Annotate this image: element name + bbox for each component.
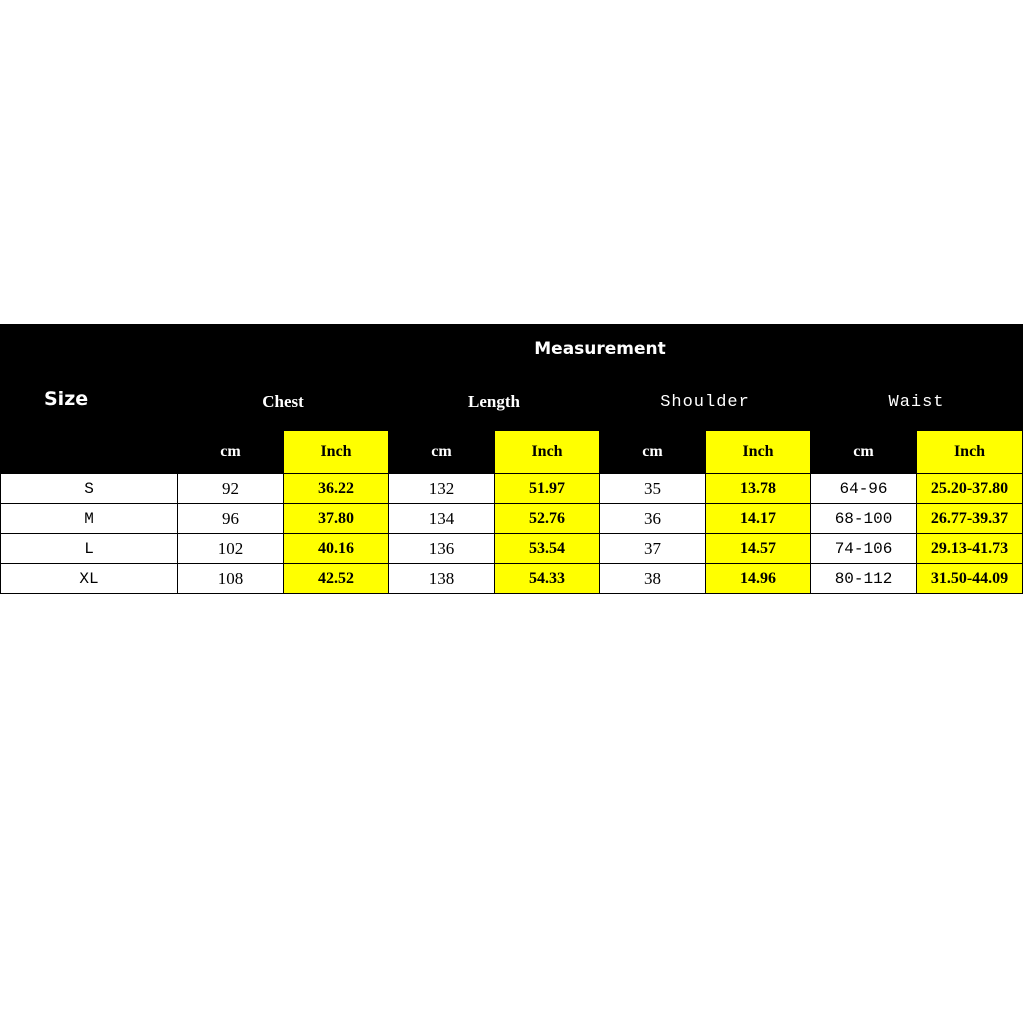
chest-inch-cell: 36.22	[284, 474, 389, 504]
shoulder-inch-cell: 14.57	[706, 534, 811, 564]
waist-inch-cell: 31.50-44.09	[917, 564, 1023, 594]
measurement-header: Measurement	[178, 325, 1023, 374]
chest-cm-cell: 96	[178, 504, 284, 534]
shoulder-inch-cell: 13.78	[706, 474, 811, 504]
length-cm-unit: cm	[389, 431, 495, 474]
length-cm-cell: 136	[389, 534, 495, 564]
size-cell: S	[1, 474, 178, 504]
waist-cm-unit: cm	[811, 431, 917, 474]
chest-cm-cell: 108	[178, 564, 284, 594]
shoulder-cm-unit: cm	[600, 431, 706, 474]
shoulder-inch-cell: 14.96	[706, 564, 811, 594]
waist-cm-cell: 64-96	[811, 474, 917, 504]
size-header: Size	[1, 325, 178, 474]
waist-inch-cell: 29.13-41.73	[917, 534, 1023, 564]
waist-cm-cell: 80-112	[811, 564, 917, 594]
length-inch-cell: 52.76	[495, 504, 600, 534]
length-cm-cell: 132	[389, 474, 495, 504]
size-cell: XL	[1, 564, 178, 594]
length-inch-cell: 53.54	[495, 534, 600, 564]
table-row	[1, 564, 1023, 594]
shoulder-cm-cell: 36	[600, 504, 706, 534]
length-inch-unit: Inch	[495, 431, 600, 474]
waist-cm-cell: 68-100	[811, 504, 917, 534]
chest-cm-cell: 92	[178, 474, 284, 504]
chest-cm-unit: cm	[178, 431, 284, 474]
waist-inch-unit: Inch	[917, 431, 1023, 474]
chest-inch-cell: 37.80	[284, 504, 389, 534]
chest-cm-cell: 102	[178, 534, 284, 564]
table-row	[1, 504, 1023, 534]
chest-header: Chest	[178, 374, 389, 431]
length-inch-cell: 51.97	[495, 474, 600, 504]
shoulder-cm-cell: 37	[600, 534, 706, 564]
waist-cm-cell: 74-106	[811, 534, 917, 564]
size-cell: M	[1, 504, 178, 534]
waist-inch-cell: 25.20-37.80	[917, 474, 1023, 504]
shoulder-inch-unit: Inch	[706, 431, 811, 474]
table-row	[1, 474, 1023, 504]
waist-inch-cell: 26.77-39.37	[917, 504, 1023, 534]
length-header: Length	[389, 374, 600, 431]
chest-inch-cell: 42.52	[284, 564, 389, 594]
chest-inch-unit: Inch	[284, 431, 389, 474]
size-chart-table	[0, 324, 1023, 594]
length-inch-cell: 54.33	[495, 564, 600, 594]
shoulder-cm-cell: 35	[600, 474, 706, 504]
waist-header: Waist	[811, 374, 1023, 431]
header-row-measurement	[1, 325, 1023, 374]
shoulder-cm-cell: 38	[600, 564, 706, 594]
shoulder-inch-cell: 14.17	[706, 504, 811, 534]
shoulder-header: Shoulder	[600, 374, 811, 431]
table-row	[1, 534, 1023, 564]
size-cell: L	[1, 534, 178, 564]
length-cm-cell: 138	[389, 564, 495, 594]
length-cm-cell: 134	[389, 504, 495, 534]
chest-inch-cell: 40.16	[284, 534, 389, 564]
